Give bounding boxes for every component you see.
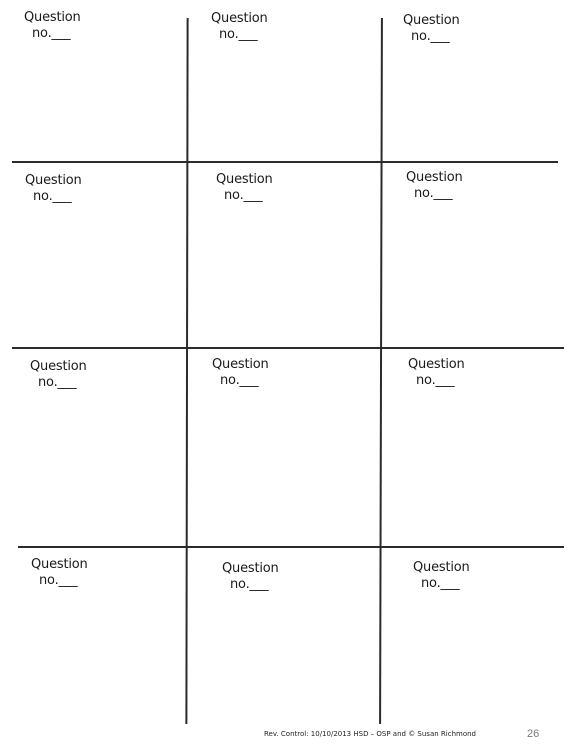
revision-control-note: Rev. Control: 10/10/2013 HSD – OSP and © Susan Richmond [264, 730, 476, 738]
question-label-r3c1 [30, 359, 87, 391]
question-word: Question [413, 560, 470, 575]
question-label-r4c3 [413, 560, 470, 592]
horizontal-divider-1 [12, 161, 558, 163]
question-word: Question [216, 172, 273, 187]
question-word: Question [30, 359, 87, 374]
vertical-divider-left [185, 18, 188, 724]
question-number-blank: no.___ [416, 373, 455, 388]
question-label-r4c2 [222, 561, 279, 593]
question-label-r3c2 [212, 357, 269, 389]
question-word: Question [31, 557, 88, 572]
question-label-r2c3 [406, 170, 463, 202]
question-word: Question [24, 10, 81, 25]
horizontal-divider-2 [12, 347, 564, 349]
question-label-r2c2 [216, 172, 273, 204]
question-number-blank: no.___ [219, 27, 258, 42]
question-number-blank: no.___ [33, 189, 72, 204]
horizontal-divider-3 [18, 546, 564, 548]
question-label-r3c3 [408, 357, 465, 389]
question-number-blank: no.___ [411, 29, 450, 44]
question-label-r4c1 [31, 557, 88, 589]
question-label-r1c2 [211, 11, 268, 43]
question-number-blank: no.___ [220, 373, 259, 388]
question-word: Question [406, 170, 463, 185]
question-number-blank: no.___ [230, 577, 269, 592]
question-label-r1c1 [24, 10, 81, 42]
question-number-blank: no.___ [421, 576, 460, 591]
question-word: Question [408, 357, 465, 372]
question-word: Question [212, 357, 269, 372]
question-number-blank: no.___ [38, 375, 77, 390]
vertical-divider-right [379, 18, 382, 724]
question-word: Question [25, 173, 82, 188]
question-number-blank: no.___ [414, 186, 453, 201]
question-number-blank: no.___ [32, 26, 71, 41]
question-label-r2c1 [25, 173, 82, 205]
question-word: Question [403, 13, 460, 28]
question-label-r1c3 [403, 13, 460, 45]
question-number-blank: no.___ [224, 188, 263, 203]
page-number: 26 [527, 728, 540, 740]
question-word: Question [222, 561, 279, 576]
question-word: Question [211, 11, 268, 26]
question-number-blank: no.___ [39, 573, 78, 588]
